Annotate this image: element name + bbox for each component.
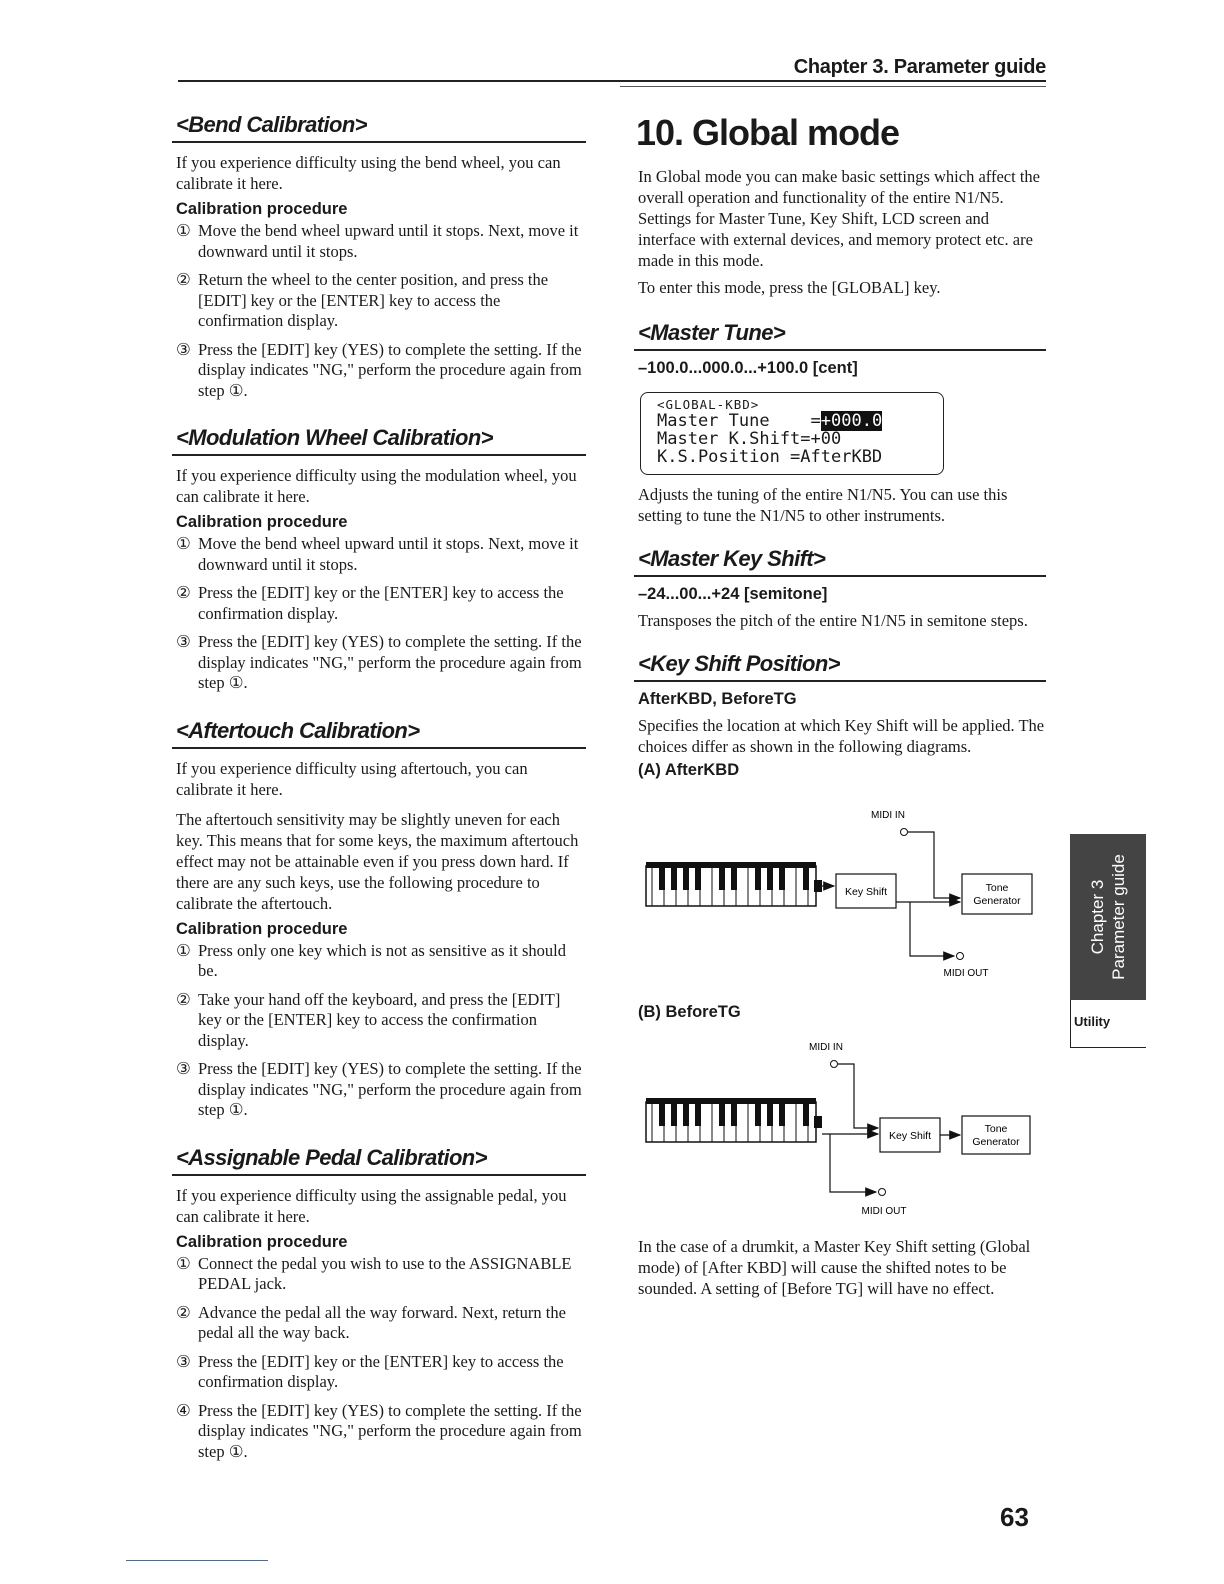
procedure-heading: Calibration procedure <box>176 1232 348 1251</box>
value-range: –100.0...000.0...+100.0 [cent] <box>638 359 858 377</box>
section-title: <Master Key Shift> <box>634 546 1046 577</box>
midi-in-port <box>901 829 908 836</box>
section-intro: If you experience difficulty using the modulation wheel, you can calibrate it here. <box>176 466 577 506</box>
section-intro-detail: The aftertouch sensitivity may be slightly uneven for each key. This means that for some keys, the maximum aftertouch effect may not be attainable even if you press down hard. If there are any such keys, use the following procedure to calibrate the aftertouch. <box>176 809 579 913</box>
midi-in-port <box>831 1061 838 1068</box>
left-column <box>172 112 586 1470</box>
lcd-line: Master K.Shift=+00 <box>657 429 842 449</box>
section-title: <Bend Calibration> <box>172 112 586 143</box>
lcd-line: K.S.Position =AfterKBD <box>657 447 883 467</box>
section-description: Specifies the location at which Key Shift will be applied. The choices differ as shown in the following diagrams. <box>638 716 1045 756</box>
chapter-header: Chapter 3. Parameter guide <box>793 56 1046 78</box>
modulation-calibration-section <box>172 425 586 694</box>
beforetg-diagram <box>634 1022 1046 1227</box>
keyboard-icon <box>646 862 822 906</box>
midi-in-label: MIDI IN <box>809 1042 843 1053</box>
procedure-heading: Calibration procedure <box>176 513 348 531</box>
procedure-step: ④ Press the [EDIT] key (YES) to complete the setting. If the display indicates "NG," perform the procedure again from step ①. <box>176 1400 582 1461</box>
tone-generator-label-2: Generator <box>973 895 1021 907</box>
procedure-step: ③ Press the [EDIT] key (YES) to complete the setting. If the display indicates "NG," perform the procedure again from step ①. <box>176 1059 582 1119</box>
tone-generator-box <box>962 1116 1030 1154</box>
global-enter-instruction: To enter this mode, press the [GLOBAL] key. <box>638 278 941 297</box>
section-title: <Modulation Wheel Calibration> <box>172 425 586 456</box>
lcd-title: <GLOBAL-KBD> <box>657 397 760 412</box>
right-column <box>634 112 1046 1299</box>
chapter-side-tab <box>1070 834 1146 1000</box>
diagram-label-a: (A) AfterKBD <box>638 761 740 779</box>
section-title: <Master Tune> <box>634 320 1046 351</box>
section-title: <Aftertouch Calibration> <box>172 718 586 749</box>
lcd-cursor-value: +000.0 <box>820 411 883 431</box>
section-intro: If you experience difficulty using aftertouch, you can calibrate it here. <box>176 758 528 799</box>
value-range: AfterKBD, BeforeTG <box>638 690 797 708</box>
section-description: Transposes the pitch of the entire N1/N5 in semitone steps. <box>638 611 1028 630</box>
chapter-side-tab-text: Chapter 3 Parameter guide <box>1088 854 1128 980</box>
key-shift-label: Key Shift <box>888 1130 932 1142</box>
utility-tab-label: Utility <box>1074 1014 1111 1029</box>
beforetg-signal-flow <box>634 1022 1046 1222</box>
tone-generator-label-2: Generator <box>972 1136 1020 1148</box>
utility-tab-border <box>1070 1000 1071 1048</box>
section-description: Adjusts the tuning of the entire N1/N5. You can use this setting to tune the N1/N5 to other instruments. <box>638 485 1008 525</box>
footer-rule <box>126 1560 268 1561</box>
tone-generator-label-1: Tone <box>985 882 1009 894</box>
midi-out-port <box>879 1189 886 1196</box>
midi-out-port <box>957 953 964 960</box>
global-intro: In Global mode you can make basic settings which affect the overall operation and functionality of the entire N1/N5. Settings for Master Tune, Key Shift, LCD screen and interface with external devices, and memory protect etc. are made in this mode. <box>638 167 1040 270</box>
procedure-step: ① Move the bend wheel upward until it stops. Next, move it downward until it stops. <box>176 534 579 574</box>
procedure-step: ③ Press the [EDIT] key (YES) to complete the setting. If the display indicates "NG," perform the procedure again from step ①. <box>176 339 582 400</box>
section-title: <Assignable Pedal Calibration> <box>172 1145 586 1176</box>
pedal-calibration-section <box>172 1145 586 1463</box>
master-key-shift-section <box>634 546 1046 631</box>
diagram-label-b: (B) BeforeTG <box>638 1003 741 1021</box>
section-title: <Key Shift Position> <box>634 651 1046 682</box>
midi-out-label: MIDI OUT <box>861 1206 907 1217</box>
tone-generator-box <box>962 874 1032 914</box>
lcd-line: Master Tune =+000.0 <box>657 411 883 431</box>
master-tune-section <box>634 320 1046 526</box>
procedure-step: ② Take your hand off the keyboard, and press the [EDIT] key or the [ENTER] key to access the confirmation display. <box>176 989 561 1050</box>
tone-generator-label-1: Tone <box>984 1123 1008 1135</box>
section-intro: If you experience difficulty using the assignable pedal, you can calibrate it here. <box>176 1185 567 1226</box>
procedure-step: ② Advance the pedal all the way forward. Next, return the pedal all the way back. <box>176 1302 566 1342</box>
afterkbd-signal-flow <box>634 780 1046 994</box>
value-range: –24...00...+24 [semitone] <box>638 585 828 603</box>
header-rule-secondary <box>620 86 1046 87</box>
procedure-step: ③ Press the [EDIT] key or the [ENTER] key to access the confirmation display. <box>176 1351 564 1391</box>
key-shift-position-section <box>634 651 1046 1299</box>
header-rule <box>178 80 1046 82</box>
procedure-heading: Calibration procedure <box>176 919 348 938</box>
procedure-heading: Calibration procedure <box>176 200 348 218</box>
procedure-step: ① Press only one key which is not as sensitive as it should be. <box>176 940 567 980</box>
procedure-step: ① Connect the pedal you wish to use to the ASSIGNABLE PEDAL jack. <box>176 1253 572 1293</box>
procedure-step: ③ Press the [EDIT] key (YES) to complete the setting. If the display indicates "NG," perform the procedure again from step ①. <box>176 632 582 692</box>
afterkbd-diagram <box>634 780 1046 999</box>
aftertouch-calibration-section <box>172 718 586 1121</box>
procedure-step: ① Move the bend wheel upward until it stops. Next, move it downward until it stops. <box>176 221 579 261</box>
page-number: 63 <box>1000 1502 1029 1532</box>
key-shift-label: Key Shift <box>844 886 888 898</box>
midi-in-label: MIDI IN <box>871 810 905 821</box>
lcd-display <box>640 392 944 475</box>
section-intro: If you experience difficulty using the bend wheel, you can calibrate it here. <box>176 153 561 193</box>
page-title: 10. Global mode <box>636 112 900 153</box>
procedure-step: ② Return the wheel to the center position, and press the [EDIT] key or the [ENTER] key to access the confirmation display. <box>176 270 549 330</box>
utility-tab-rule <box>1070 1047 1146 1048</box>
keyboard-icon <box>646 1098 822 1142</box>
procedure-step: ② Press the [EDIT] key or the [ENTER] key to access the confirmation display. <box>176 583 564 623</box>
midi-out-label: MIDI OUT <box>943 968 989 979</box>
bend-calibration-section <box>172 112 586 401</box>
drumkit-note: In the case of a drumkit, a Master Key Shift setting (Global mode) of [After KBD] will cause the shifted notes to be sounded. A setting of [Before TG] will have no effect. <box>638 1237 1031 1298</box>
